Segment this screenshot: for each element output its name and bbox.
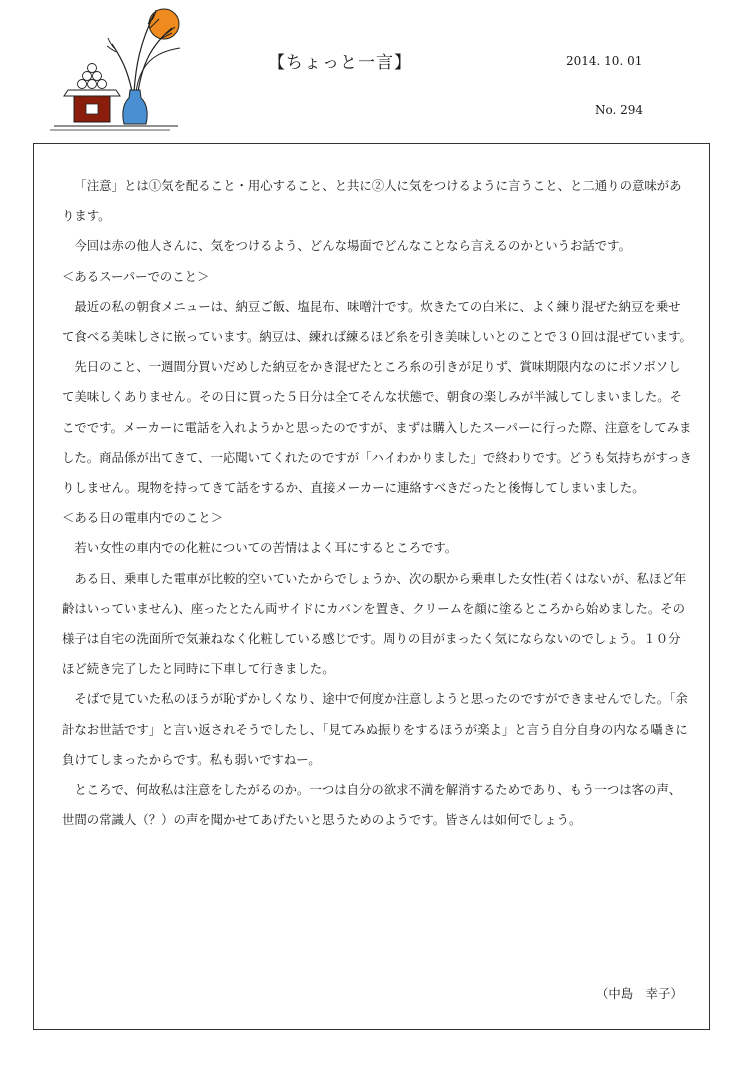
paragraph-embarrassed: そばで見ていた私のほうが恥ずかしくなり、途中で何度か注意しようと思ったのですができませんでした。「余計なお世話です」と言い返されそうでしたし、「見てみぬ振りをするほうが楽よ」と言う自分自身の内なる囁きに負けてしまったからです。私も弱いですねー。 — [62, 691, 688, 767]
issue-date: 2014. 10. 01 — [566, 54, 643, 68]
issue-number: No. 294 — [595, 103, 644, 117]
section-heading-supermarket: ＜あるスーパーでのこと＞ — [62, 268, 210, 284]
dango-offering-icon — [64, 64, 120, 123]
author-signature: （中島 幸子） — [596, 986, 683, 1001]
paragraph-intro-topic: 今回は赤の他人さんに、気をつけるよう、どんな場面でどんなことなら言えるのかというお話です。 — [74, 238, 631, 254]
article-body — [62, 171, 692, 835]
tsukimi-illustration — [50, 4, 190, 132]
tsukimi-illustration-svg — [50, 4, 190, 132]
paragraph-train-makeup: 若い女性の車内での化粧についての苦情はよく耳にするところです。 — [74, 540, 458, 556]
vase-icon — [123, 90, 147, 124]
paragraph-train-incident: ある日、乗車した電車が比較的空いていたからでしょうか、次の駅から乗車した女性(若くはないが、私ほど年齢はいっていません)、座ったとたん両サイドにカバンを置き、クリームを顔に塗るところから始めました。その様子は自宅の洗面所で気兼ねなく化粧している感じです。周りの目がまったく気にならないのでしょう。１０分ほど続き完了したと同時に下車して行きました。 — [62, 570, 687, 677]
page-title: 【ちょっと一言】 — [268, 53, 412, 73]
paragraph-breakfast: 最近の私の朝食メニューは、納豆ご飯、塩昆布、味噌汁です。炊きたての白米に、よく練り混ぜた納豆を乗せて食べる美味しさに嵌っています。納豆は、練れば練るほど糸を引き美味しいとのことで３０回は混ぜています。 — [62, 298, 692, 345]
paragraph-natto-complaint: 先日のこと、一週間分買いだめした納豆をかき混ぜたところ糸の引きが足りず、賞味期限内なのにボソボソして美味しくありません。その日に買った５日分は全てそんな状態で、朝食の楽しみが半減してしまいました。そこでです。メーカーに電話を入れようかと思ったのですが、まずは購入したスーパーに行った際、注意をしてみました。商品係が出てきて、一応聞いてくれたのですが「ハイわかりました」で終わりです。どうも気持ちがすっきりしません。現物を持ってきて話をするか、直接メーカーに連絡すべきだったと後悔してしまいました。 — [62, 359, 692, 496]
paragraph-conclusion: ところで、何故私は注意をしたがるのか。一つは自分の欲求不満を解消するためであり、もう一つは客の声、世間の常識人（？）の声を聞かせてあげたいと思うためのようです。皆さんは如何でしょう。 — [62, 782, 682, 828]
paragraph-intro-definition: 「注意」とは①気を配ること・用心すること、と共に②人に気をつけるように言うこと、と二通りの意味があります。 — [62, 178, 682, 224]
section-heading-train: ＜ある日の電車内でのこと＞ — [62, 510, 224, 526]
